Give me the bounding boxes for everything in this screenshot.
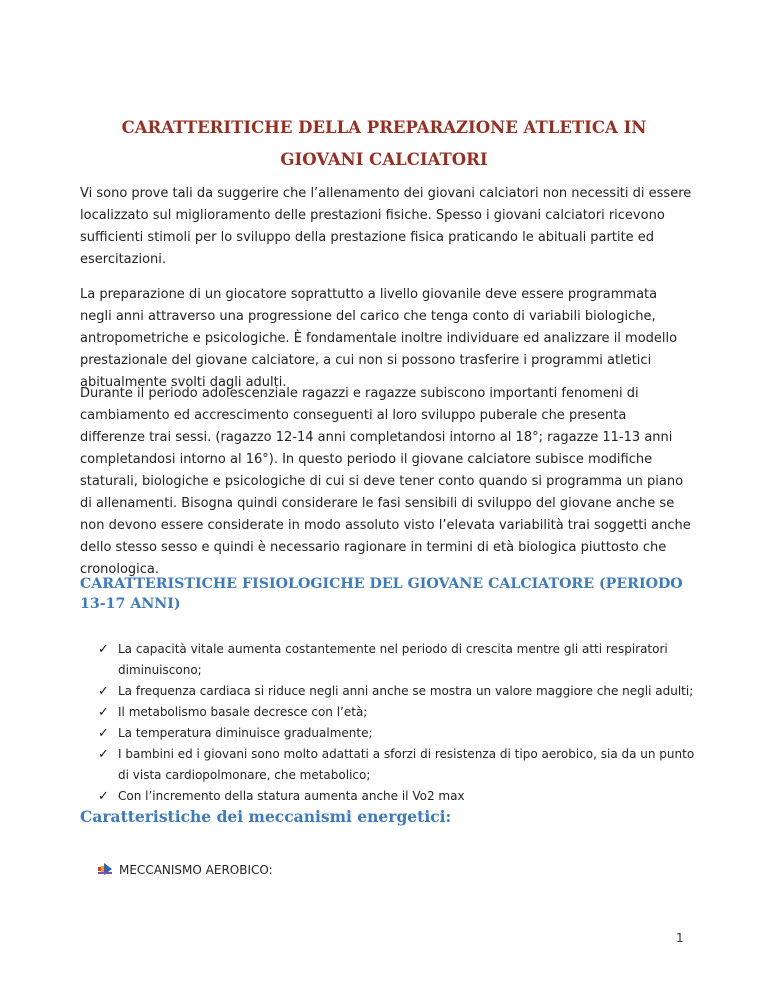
paragraph-2: La preparazione di un giocatore soprattutto a livello giovanile deve essere programmata negli anni attraverso una progressione del carico che tenga conto di variabili biologiche, antropometriche e psicologiche. È fondamentale inoltre individuare ed analizzare il modello prestazionale del giovane calciatore, a cui non si possono trasferire i programmi atletici abitualmente svolti dagli adulti.	[80, 287, 678, 390]
section-heading: CARATTERISTICHE FISIOLOGICHE DEL GIOVANE CALCIATORE (PERIODO 13-17 ANNI)	[80, 576, 683, 612]
page-number: 1	[676, 931, 684, 945]
check-icon: ✓	[98, 726, 109, 741]
list-item	[98, 744, 698, 786]
check-icon: ✓	[98, 747, 109, 762]
check-icon: ✓	[98, 684, 109, 699]
list-item-text: Il metabolismo basale decresce con l’età;	[118, 705, 368, 719]
list-item-text: La capacità vitale aumenta costantemente nel periodo di crescita mentre gli atti respiratori diminuiscono;	[118, 642, 668, 677]
list-item-text: La temperatura diminuisce gradualmente;	[118, 726, 373, 740]
bullet-list	[98, 639, 698, 807]
paragraph-1: Vi sono prove tali da suggerire che l’allenamento dei giovani calciatori non necessiti di essere localizzato sul miglioramento delle prestazioni fisiche. Spesso i giovani calciatori ricevono sufficienti stimoli per lo sviluppo della prestazione fisica praticando le abituali partite ed esercitazioni.	[80, 186, 692, 267]
list-item	[98, 702, 698, 723]
list-item-text: La frequenza cardiaca si riduce negli anni anche se mostra un valore maggiore che negli adulti;	[118, 684, 694, 698]
list-item	[98, 786, 698, 807]
list-item-text: I bambini ed i giovani sono molto adattati a sforzi di resistenza di tipo aerobico, sia da un punto di vista cardiopolmonare, che metabolico;	[118, 747, 695, 782]
subheading: Caratteristiche dei meccanismi energetici:	[80, 807, 452, 826]
list-item	[98, 723, 698, 744]
list-item	[98, 639, 698, 681]
sub-item	[98, 860, 658, 881]
list-item	[98, 681, 698, 702]
sub-item-text: MECCANISMO AEROBICO:	[119, 863, 273, 877]
arrow-bullet-icon	[98, 863, 112, 875]
document-title: CARATTERITICHE DELLA PREPARAZIONE ATLETICA IN GIOVANI CALCIATORI	[121, 118, 647, 169]
check-icon: ✓	[98, 705, 109, 720]
list-item-text: Con l’incremento della statura aumenta anche il Vo2 max	[118, 789, 465, 803]
check-icon: ✓	[98, 789, 109, 804]
paragraph-3: Durante il periodo adolescenziale ragazzi e ragazze subiscono importanti fenomeni di cambiamento ed accrescimento conseguenti al loro sviluppo puberale che presenta differenze trai sessi. (ragazzo 12-14 anni completandosi intorno al 18°; ragazze 11-13 anni completandosi intorno al 16°). In questo periodo il giovane calciatore subisce modifiche staturali, biologiche e psicologiche di cui si deve tener conto quando si programma un piano di allenamenti. Bisogna quindi considerare le fasi sensibili di sviluppo del giovane anche se non devono essere considerate in modo assoluto visto l’elevata variabilità trai soggetti anche dello stesso sesso e quindi è necessario ragionare in termini di età biologica piuttosto che cronologica.	[80, 386, 691, 577]
check-icon: ✓	[98, 642, 109, 657]
